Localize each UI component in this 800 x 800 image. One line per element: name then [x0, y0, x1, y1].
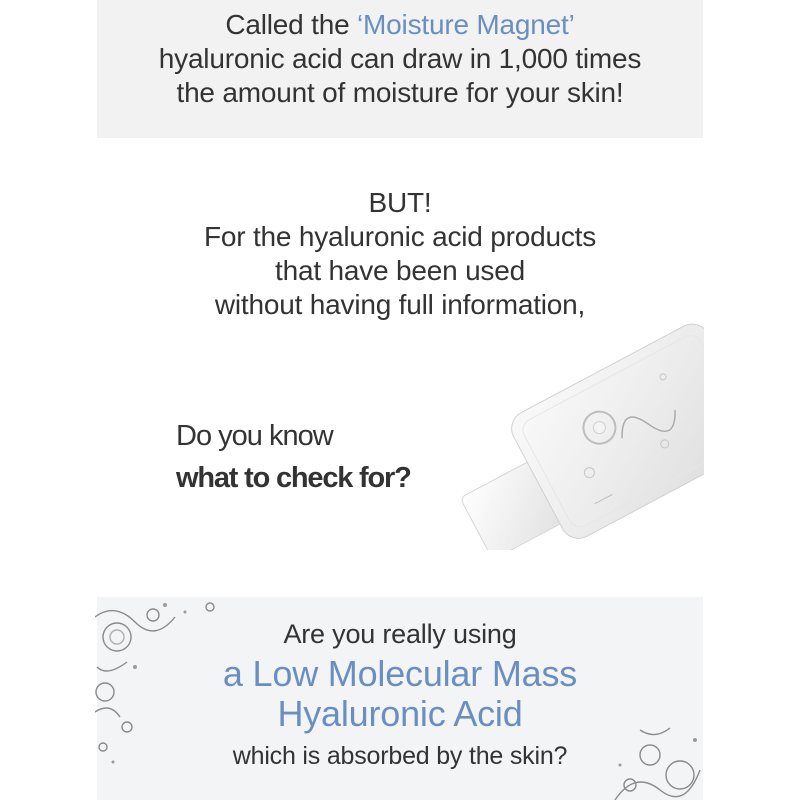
bottom-line-4: which is absorbed by the skin? — [232, 742, 568, 770]
intro-prefix: Called the — [225, 9, 358, 40]
but-line-4: without having full information, — [214, 289, 586, 320]
but-line-2: For the hyaluronic acid products — [203, 221, 597, 252]
bottom-line-1: Are you really using — [283, 619, 517, 649]
moisture-magnet-highlight: ‘Moisture Magnet’ — [357, 9, 575, 40]
low-molecular-highlight: a Low Molecular Mass — [222, 653, 578, 694]
intro-line-3: the amount of moisture for your skin! — [176, 77, 624, 108]
bottom-text — [0, 616, 800, 774]
intro-text — [0, 8, 800, 110]
hyaluronic-acid-highlight: Hyaluronic Acid — [277, 693, 523, 734]
intro-line-2: hyaluronic acid can draw in 1,000 times — [158, 43, 642, 74]
but-line-3: that have been used — [275, 255, 525, 286]
product-bottle-image — [460, 300, 704, 550]
question-line-2: what to check for? — [176, 462, 411, 494]
question-text — [176, 415, 411, 499]
but-line-1: BUT! — [368, 187, 432, 218]
question-line-1: Do you know — [176, 420, 333, 452]
intro-line-1 — [0, 8, 800, 42]
